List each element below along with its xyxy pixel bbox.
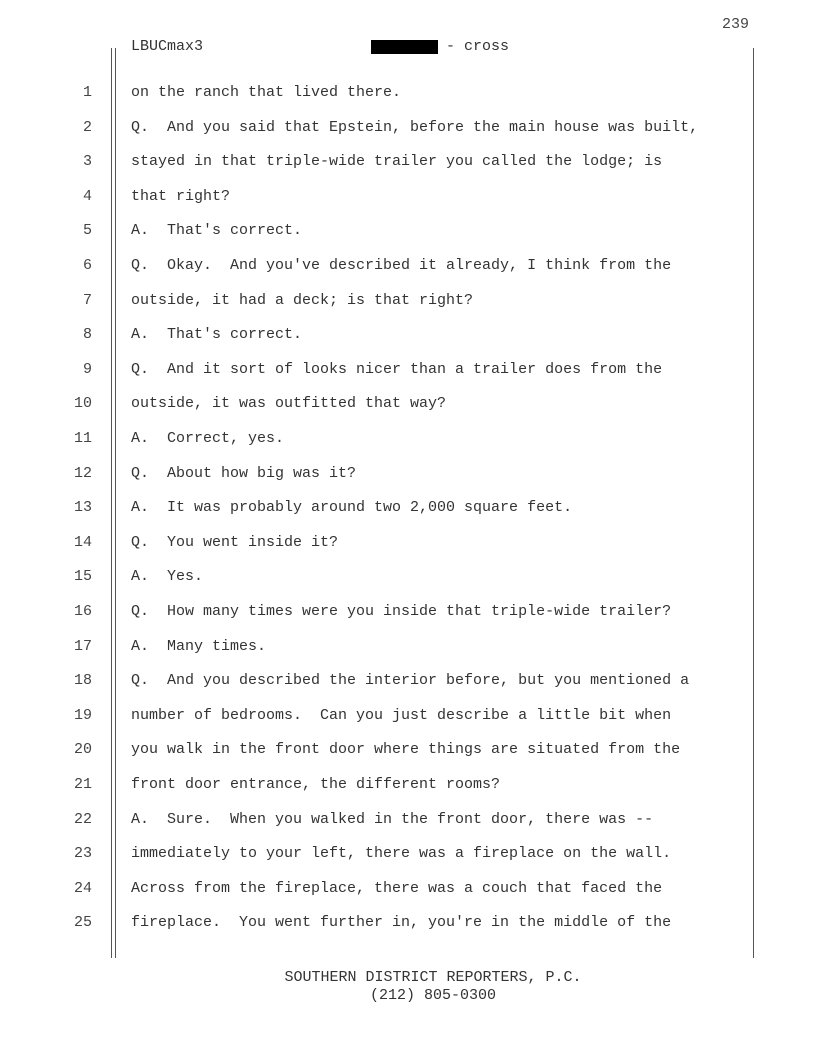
- line-text: you walk in the front door where things are situated from the: [131, 741, 681, 759]
- page-footer: [0, 969, 816, 1005]
- line-number: 17: [73, 637, 92, 655]
- line-number: 20: [73, 741, 92, 759]
- line-number: 1: [82, 84, 92, 101]
- line-number: 9: [82, 360, 92, 378]
- page-header: [131, 38, 731, 58]
- transcript-line: [0, 326, 816, 348]
- line-text: Across from the fireplace, there was a couch that faced the: [131, 879, 663, 897]
- line-number: 14: [73, 533, 92, 551]
- transcript-line: [0, 672, 816, 694]
- line-text: fireplace. You went further in, you're in the middle of the: [131, 914, 672, 932]
- line-number: 21: [73, 776, 92, 793]
- line-number: 16: [73, 603, 92, 620]
- line-number: 6: [82, 257, 92, 274]
- transcript-line: [0, 499, 816, 521]
- transcript-line: [0, 222, 816, 244]
- line-number: 23: [73, 845, 92, 863]
- transcript-line: [0, 776, 816, 798]
- line-text: Q. And you described the interior before, but you mentioned a: [131, 672, 690, 690]
- line-text: A. Sure. When you walked in the front door, there was --: [131, 810, 654, 828]
- line-number: 8: [82, 326, 92, 344]
- line-number: 4: [82, 187, 92, 205]
- line-text: Q. You went inside it?: [131, 533, 339, 551]
- transcript-line: [0, 395, 816, 417]
- reporter-name: SOUTHERN DISTRICT REPORTERS, P.C.: [284, 969, 582, 986]
- transcript-line: [0, 153, 816, 175]
- transcript-line: [0, 880, 816, 902]
- line-text: A. Yes.: [131, 568, 204, 586]
- transcript-line: [0, 603, 816, 625]
- line-text: immediately to your left, there was a fireplace on the wall.: [131, 845, 672, 863]
- line-text: that right?: [131, 187, 231, 205]
- line-number: 12: [73, 464, 92, 482]
- transcript-line: [0, 568, 816, 590]
- line-number: 10: [73, 395, 92, 413]
- line-number: 2: [82, 118, 92, 136]
- transcript-line: [0, 188, 816, 210]
- line-number: 22: [73, 810, 92, 828]
- transcript-line: [0, 741, 816, 763]
- line-text: stayed in that triple-wide trailer you called the lodge; is: [131, 153, 663, 171]
- transcript-line: [0, 84, 816, 106]
- section-label: - cross: [446, 38, 510, 55]
- line-number: 3: [82, 153, 92, 171]
- transcript-line: [0, 430, 816, 452]
- reporter-phone: (212) 805-0300: [369, 987, 497, 1004]
- line-text: Q. Okay. And you've described it already, I think from the: [131, 257, 672, 274]
- line-number: 11: [73, 430, 92, 447]
- line-text: Q. And you said that Epstein, before the main house was built,: [131, 118, 699, 136]
- transcript-line: [0, 292, 816, 314]
- transcript-line: [0, 119, 816, 141]
- transcript-line: [0, 707, 816, 729]
- line-text: A. That's correct.: [131, 222, 303, 240]
- line-text: Q. And it sort of looks nicer than a trailer does from the: [131, 360, 663, 378]
- transcript-line: [0, 845, 816, 867]
- line-text: A. That's correct.: [131, 326, 303, 344]
- line-number: 7: [82, 291, 92, 309]
- line-number: 24: [73, 879, 92, 897]
- line-number: 25: [73, 914, 92, 932]
- line-number: 15: [73, 568, 92, 586]
- line-number: 19: [73, 706, 92, 724]
- line-number: 13: [73, 499, 92, 517]
- line-text: A. Correct, yes.: [131, 430, 285, 447]
- case-code: LBUCmax3: [131, 38, 204, 55]
- line-text: A. It was probably around two 2,000 square feet.: [131, 499, 573, 517]
- line-number: 18: [73, 672, 92, 690]
- transcript-line: [0, 534, 816, 556]
- line-text: outside, it was outfitted that way?: [131, 395, 447, 413]
- transcript-line: [0, 257, 816, 279]
- line-text: on the ranch that lived there.: [131, 84, 402, 101]
- transcript-line: [0, 638, 816, 660]
- line-text: front door entrance, the different rooms?: [131, 776, 501, 793]
- redaction-bar: [371, 40, 438, 54]
- line-text: Q. About how big was it?: [131, 464, 357, 482]
- transcript-line: [0, 811, 816, 833]
- line-text: outside, it had a deck; is that right?: [131, 291, 474, 309]
- page-number: 239: [721, 16, 749, 33]
- transcript-line: [0, 914, 816, 936]
- line-number: 5: [82, 222, 92, 240]
- transcript-line: [0, 465, 816, 487]
- line-text: A. Many times.: [131, 637, 267, 655]
- transcript-line: [0, 361, 816, 383]
- line-text: Q. How many times were you inside that triple-wide trailer?: [131, 603, 672, 620]
- line-text: number of bedrooms. Can you just describe a little bit when: [131, 706, 672, 724]
